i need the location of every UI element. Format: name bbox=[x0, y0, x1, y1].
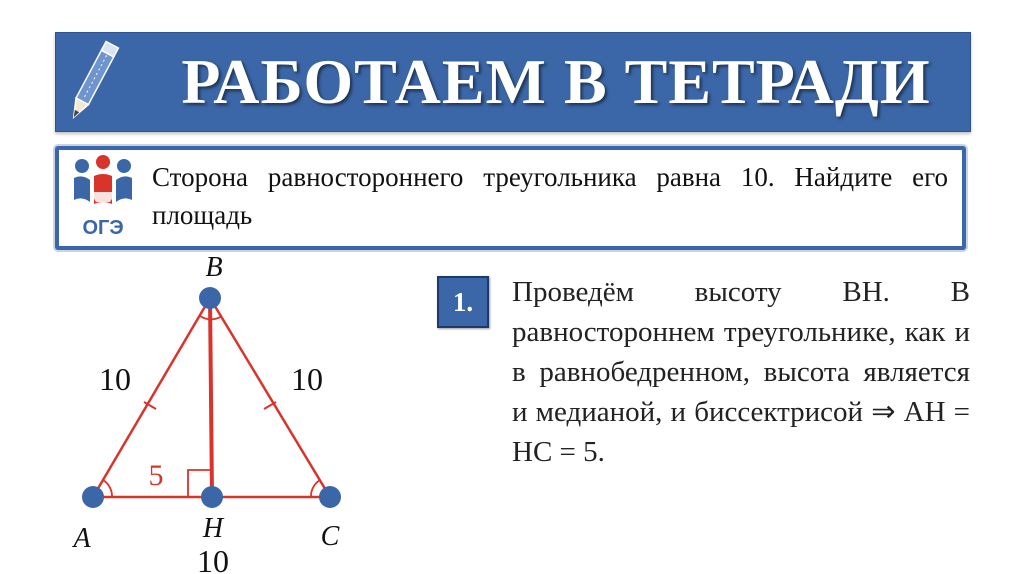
step-explanation: Проведём высоту BH. В равностороннем треугольнике, как и в равнобедренном, высота является и медианой, и биссектрисой ⇒ AH = HC = 5. bbox=[512, 276, 970, 468]
label-side-left: 10 bbox=[99, 361, 131, 397]
step-number-badge: 1. bbox=[437, 276, 489, 328]
label-side-right: 10 bbox=[291, 361, 323, 397]
oge-logo-text: ОГЭ bbox=[82, 217, 124, 239]
point-a bbox=[82, 486, 104, 508]
triangle-figure bbox=[0, 250, 380, 574]
title-banner bbox=[55, 32, 971, 132]
label-a: A bbox=[73, 523, 91, 554]
height-bh bbox=[210, 298, 212, 497]
oge-logo bbox=[70, 154, 136, 240]
task-text: Сторона равностороннего треугольника равна 10. Найдите его площадь bbox=[152, 162, 948, 230]
pencil-icon bbox=[64, 36, 122, 126]
side-bc bbox=[210, 298, 330, 497]
point-c bbox=[319, 486, 341, 508]
label-base: 10 bbox=[197, 543, 229, 574]
label-b: B bbox=[205, 252, 223, 283]
label-half: 5 bbox=[148, 459, 164, 492]
label-h: H bbox=[202, 513, 224, 544]
point-h bbox=[201, 486, 223, 508]
angle-arc-c bbox=[311, 480, 320, 497]
label-c: C bbox=[320, 521, 340, 552]
point-b bbox=[199, 287, 221, 309]
angle-arc-a bbox=[103, 480, 112, 497]
page-title: РАБОТАЕМ В ТЕТРАДИ bbox=[181, 46, 931, 117]
